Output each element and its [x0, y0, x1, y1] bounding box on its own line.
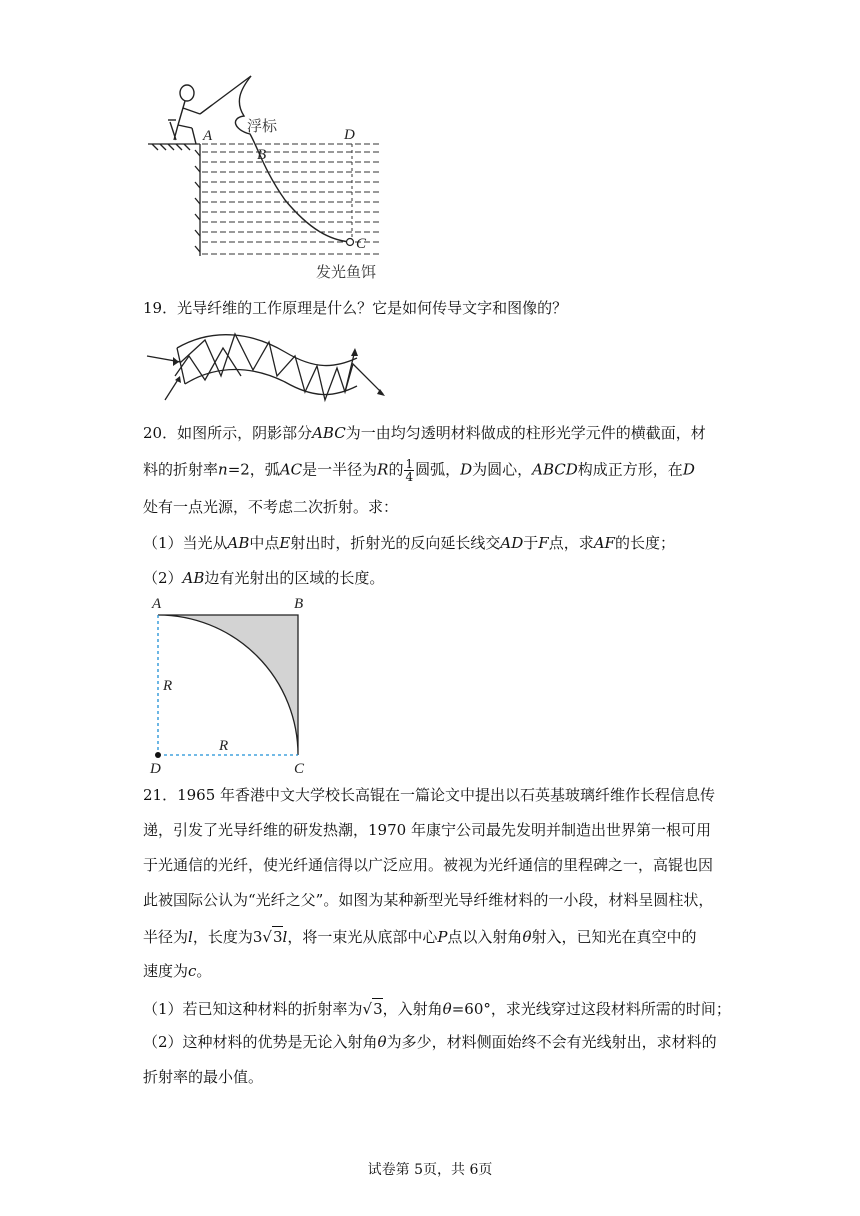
- question-21-line-1: 21．1965 年香港中文大学校长高锟在一篇论文中提出以石英基玻璃纤维作长程信息传: [143, 786, 716, 804]
- fishing-figure: [140, 70, 400, 285]
- question-20-line-3: 处有一点光源，不考虑二次折射。求：: [143, 498, 399, 516]
- point-c-label: C: [356, 236, 367, 252]
- question-21-line-4: 此被国际公认为“光纤之父”。如图为某种新型光导纤维材料的一小段，材料呈圆柱状，: [143, 891, 714, 909]
- float-label: 浮标: [247, 117, 278, 135]
- question-20-line-1: 20．如图所示，阴影部分ABC为一由均匀透明材料做成的柱形光学元件的横截面，材: [143, 424, 706, 442]
- question-21-sub-2-cont: 折射率的最小值。: [143, 1068, 264, 1086]
- point-b-label: B: [257, 147, 267, 163]
- bait-label: 发光鱼饵: [316, 263, 377, 281]
- shaded-region: [158, 615, 298, 755]
- optical-fiber-figure: [145, 328, 390, 406]
- question-19: 19．光导纤维的工作原理是什么？它是如何传导文字和图像的？: [143, 299, 568, 317]
- label-d: D: [150, 761, 161, 777]
- label-r-bottom: R: [219, 738, 229, 754]
- quarter-fraction: $\frac{1}{4}$: [405, 457, 414, 484]
- label-c: C: [294, 761, 305, 777]
- question-20-sub-1: （1）当光从AB中点E射出时，折射光的反向延长线交AD于F点，求AF的长度；: [143, 534, 675, 552]
- label-b: B: [294, 596, 304, 612]
- label-a: A: [152, 596, 162, 612]
- label-r-left: R: [163, 678, 173, 694]
- question-21-sub-2: （2）这种材料的优势是无论入射角θ为多少，材料侧面始终不会有光线射出，求材料的: [143, 1033, 717, 1051]
- question-20-line-2: 料的折射率n=2，弧AC是一半径为R的 $\frac{1}{4}$ 圆弧，D为圆心，ABCD构成正方形，在D: [143, 457, 695, 484]
- point-a-label: A: [203, 128, 213, 144]
- question-20-sub-2: （2）AB边有光射出的区域的长度。: [143, 569, 385, 587]
- question-21-line-2: 递，引发了光导纤维的研发热潮，1970 年康宁公司最先发明并制造出世界第一根可用: [143, 821, 711, 839]
- question-21-line-3: 于光通信的光纤，使光纤通信得以广泛应用。被视为光纤通信的里程碑之一，高锟也因: [143, 856, 714, 874]
- question-21-line-5: 半径为l，长度为3√3l，将一束光从底部中心P点以入射角θ射入，已知光在真空中的: [143, 928, 697, 946]
- question-21-sub-1: （1）若已知这种材料的折射率为√3，入射角θ=60°，求光线穿过这段材料所需的时间；: [143, 1000, 731, 1018]
- point-d-label: D: [344, 127, 355, 143]
- quarter-arc-figure: [140, 593, 320, 778]
- page-footer: 试卷第 5页，共 6页: [367, 1162, 493, 1178]
- question-21-line-6: 速度为c。: [143, 962, 212, 980]
